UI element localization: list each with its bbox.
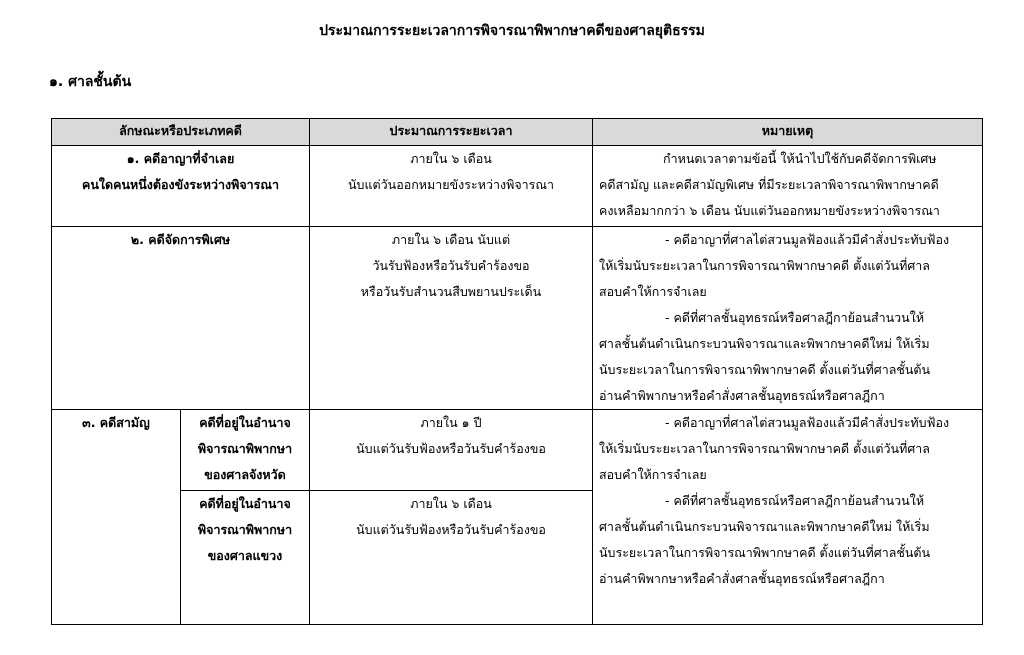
case-type-line: ๓. คดีสามัญ (82, 415, 150, 430)
time-line: ภายใน ๖ เดือน (410, 496, 492, 511)
sub-type-line: ของศาลแขวง (207, 548, 283, 563)
remark-line: นับระยะเวลาในการพิจารณาพิพากษาคดี ตั้งแต่วันที่ศาลชั้นต้น (599, 362, 931, 377)
remark-line: สอบคำให้การจำเลย (599, 284, 707, 299)
remark-line: กำหนดเวลาตามข้อนี้ ให้นำไปใช้กับคดีจัดการพิเศษ (663, 151, 937, 166)
header-time-estimate: ประมาณการระยะเวลา (310, 119, 593, 146)
case-type-cell (52, 410, 181, 625)
remark-line: ให้เริ่มนับระยะเวลาในการพิจารณาพิพากษาคดี ตั้งแต่วันที่ศาล (599, 258, 930, 273)
remark-line: คดีสามัญ และคดีสามัญพิเศษ ที่มีระยะเวลาพิจารณาพิพากษาคดี (599, 177, 939, 192)
remark-line: - คดีอาญาที่ศาลไต่สวนมูลฟ้องแล้วมีคำสั่งประทับฟ้อง (665, 232, 950, 247)
time-line: หรือวันรับสำนวนสืบพยานประเด็น (360, 284, 542, 299)
document-title: ประมาณการระยะเวลาการพิจารณาพิพากษาคดีของศาลยุติธรรม (319, 23, 705, 39)
header-remarks: หมายเหตุ (593, 119, 983, 146)
time-line: นับแต่วันรับฟ้องหรือวันรับคำร้องขอ (356, 522, 546, 537)
remark-line: อ่านคำพิพากษาหรือคำสั่งศาลชั้นอุทธรณ์หรือศาลฎีกา (599, 388, 885, 403)
remark-line: - คดีอาญาที่ศาลไต่สวนมูลฟ้องแล้วมีคำสั่งประทับฟ้อง (665, 415, 950, 430)
time-estimate-cell (310, 491, 593, 625)
remark-line: คงเหลือมากกว่า ๖ เดือน นับแต่วันออกหมายขังระหว่างพิจารณา (599, 203, 940, 218)
remark-line: ศาลชั้นต้นดำเนินกระบวนพิจารณาและพิพากษาคดีใหม่ ให้เริ่ม (599, 519, 930, 534)
case-type-cell (52, 227, 310, 410)
sub-type-line: พิจารณาพิพากษา (197, 522, 293, 537)
remarks-cell (593, 227, 983, 410)
court-timeline-table (51, 118, 983, 625)
case-type-line: ๑. คดีอาญาที่จำเลย (126, 151, 235, 166)
table-header-row (52, 119, 983, 146)
table-row (52, 227, 983, 410)
remark-line: อ่านคำพิพากษาหรือคำสั่งศาลชั้นอุทธรณ์หรือศาลฎีกา (599, 571, 885, 586)
remark-line: ศาลชั้นต้นดำเนินกระบวนพิจารณาและพิพากษาคดีใหม่ ให้เริ่ม (599, 336, 930, 351)
table-row (52, 410, 983, 491)
remarks-cell (593, 410, 983, 625)
sub-type-line: พิจารณาพิพากษา (197, 441, 293, 456)
case-type-cell (52, 146, 310, 227)
time-line: วันรับฟ้องหรือวันรับคำร้องขอ (372, 258, 530, 273)
sub-type-line: คดีที่อยู่ในอำนาจ (199, 496, 291, 511)
time-estimate-cell (310, 227, 593, 410)
section-heading: ๑. ศาลชั้นต้น (49, 74, 132, 90)
sub-type-cell (181, 410, 310, 491)
time-estimate-cell (310, 146, 593, 227)
time-line: ภายใน ๖ เดือน นับแต่ (391, 232, 511, 247)
time-estimate-cell (310, 410, 593, 491)
case-type-line: คนใดคนหนึ่งต้องขังระหว่างพิจารณา (81, 177, 280, 192)
remark-line: นับระยะเวลาในการพิจารณาพิพากษาคดี ตั้งแต่วันที่ศาลชั้นต้น (599, 545, 931, 560)
remarks-cell (593, 146, 983, 227)
time-line: นับแต่วันรับฟ้องหรือวันรับคำร้องขอ (356, 441, 546, 456)
sub-type-line: ของศาลจังหวัด (204, 467, 286, 482)
sub-type-line: คดีที่อยู่ในอำนาจ (199, 415, 291, 430)
case-type-line: ๒. คดีจัดการพิเศษ (130, 232, 231, 247)
remark-line: ให้เริ่มนับระยะเวลาในการพิจารณาพิพากษาคดี ตั้งแต่วันที่ศาล (599, 441, 930, 456)
header-case-type: ลักษณะหรือประเภทคดี (52, 119, 310, 146)
time-line: ภายใน ๑ ปี (420, 415, 482, 430)
remark-line: - คดีที่ศาลชั้นอุทธรณ์หรือศาลฎีกาย้อนสำนวนให้ (665, 310, 925, 325)
time-line: นับแต่วันออกหมายขังระหว่างพิจารณา (348, 177, 554, 192)
sub-type-cell (181, 491, 310, 625)
remark-line: สอบคำให้การจำเลย (599, 467, 707, 482)
time-line: ภายใน ๖ เดือน (410, 151, 492, 166)
table-row (52, 146, 983, 227)
remark-line: - คดีที่ศาลชั้นอุทธรณ์หรือศาลฎีกาย้อนสำนวนให้ (665, 493, 925, 508)
